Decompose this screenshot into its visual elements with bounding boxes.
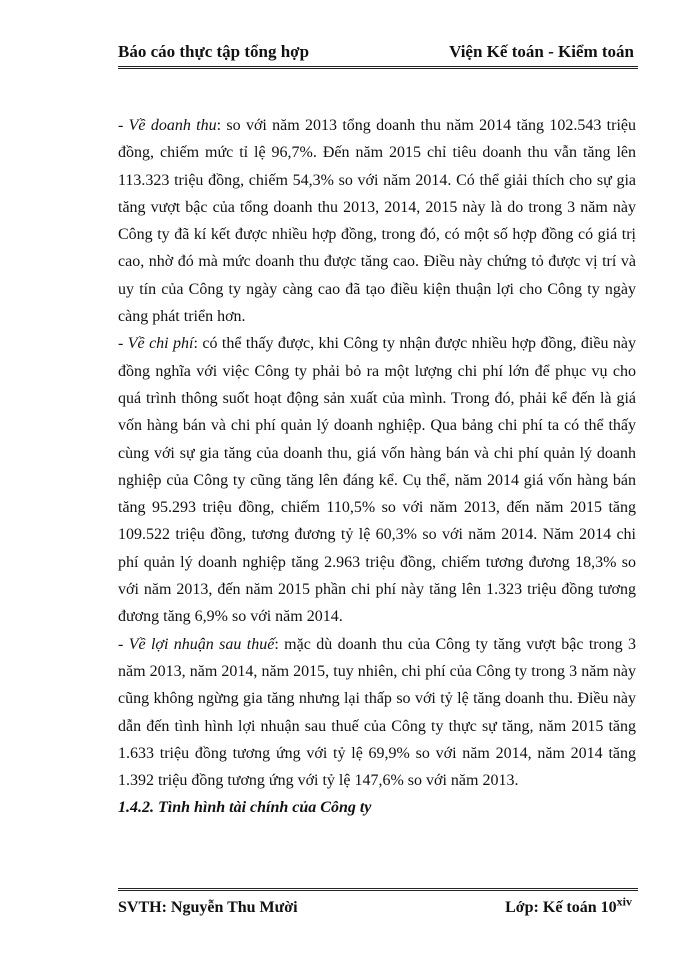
paragraph-label: Về doanh thu: [128, 117, 217, 134]
paragraph-revenue: - Về doanh thu: so với năm 2013 tổng doanh thu năm 2014 tăng 102.543 triệu đồng, chiếm mức tỉ lệ 96,7%. Đến năm 2015 chỉ tiêu doanh thu vẫn tăng lên 113.323 triệu đồng, chiếm 54,3% so với năm 2014. Có thể giải thích cho sự gia tăng vượt bậc của tổng doanh thu 2013, 2014, 2015 này là do trong 3 năm này Công ty đã kí kết được nhiều hợp đồng, trong đó, có một số hợp đồng có giá trị cao, nhờ đó mà mức doanh thu được tăng cao. Điều này chứng tỏ được vị trí và uy tín của Công ty ngày càng cao đã tạo điều kiện thuận lợi cho Công ty ngày càng phát triển hơn.: [118, 117, 637, 326]
paragraph-costs: - Về chi phí: có thể thấy được, khi Công ty nhận được nhiều hợp đồng, điều này đồng nghĩa với việc Công ty phải bỏ ra một lượng chi phí lớn để phục vụ cho quá trình thông suốt hoạt động sản xuất của mình. Trong đó, phải kể đến là giá vốn hàng bán và chi phí quản lý doanh nghiệp. Qua bảng chi phí ta có thể thấy cùng với sự gia tăng của doanh thu, giá vốn hàng bán và chi phí quản lý doanh nghiệp của Công ty cũng tăng lên đáng kể. Cụ thể, năm 2014 giá vốn hàng bán tăng 95.293 triệu đồng, chiếm 110,5% so với năm 2013, đến năm 2015 tăng 109.522 triệu đồng, tương đương tỷ lệ 60,3% so với năm 2014. Năm 2014 chi phí quản lý doanh nghiệp tăng 2.963 triệu đồng, chiếm tương đương 18,3% so với năm 2013, đến năm 2015 phần chi phí này tăng lên 1.323 triệu đồng tương đương tăng 6,9% so với năm 2014.: [118, 335, 636, 626]
paragraph-profit: - Về lợi nhuận sau thuế: mặc dù doanh thu của Công ty tăng vượt bậc trong 3 năm 2013, năm 2014, năm 2015, tuy nhiên, chi phí của Công ty trong 3 năm này cũng không ngừng gia tăng nhưng lại thấp so với tỷ lệ tăng doanh thu. Điều này dẫn đến tình hình lợi nhuận sau thuế của Công ty thực sự tăng, năm 2015 tăng 1.633 triệu đồng tương ứng với tỷ lệ 69,9% so với năm 2014, năm 2014 tăng 1.392 triệu đồng tương ứng với tỷ lệ 147,6% so với năm 2013.: [118, 635, 637, 790]
section-heading: 1.4.2. Tình hình tài chính của Công ty: [118, 799, 372, 817]
footer-student-name: SVTH: Nguyễn Thu Mười: [118, 899, 298, 916]
paragraph-label: Về chi phí: [127, 335, 194, 353]
header-report-title: Báo cáo thực tập tổng hợp: [118, 42, 310, 61]
footer-class: [505, 894, 632, 917]
page-header: [118, 40, 638, 69]
footer-class-label: Lớp: Kế toán 10: [505, 899, 617, 916]
paragraph-label: Về lợi nhuận sau thuế: [128, 635, 275, 653]
paragraph-text: : có thể thấy được, khi Công ty nhận được nhiều hợp đồng, điều này đồng nghĩa với việc Công ty phải bỏ ra một lượng chi phí lớn để phục vụ cho quá trình thông suốt hoạt động sản xuất của mình. Trong đó, phải kể đến là giá vốn hàng bán và chi phí quản lý doanh nghiệp. Qua bảng chi phí ta có thể thấy cùng với sự gia tăng của doanh thu, giá vốn hàng bán và chi phí quản lý doanh nghiệp của Công ty cũng tăng lên đáng kể. Cụ thể, năm 2014 giá vốn hàng bán tăng 95.293 triệu đồng, chiếm 110,5% so với năm 2013, đến năm 2015 tăng 109.522 triệu đồng, tương đương tỷ lệ 60,3% so với năm 2014. Năm 2014 chi phí quản lý doanh nghiệp tăng 2.963 triệu đồng, chiếm tương đương 18,3% so với năm 2013, đến năm 2015 phần chi phí này tăng lên 1.323 triệu đồng tương đương tăng 6,9% so với năm 2014.: [118, 335, 636, 626]
page-body: [118, 112, 636, 822]
page-footer: [118, 888, 638, 919]
header-institute: Viện Kế toán - Kiểm toán: [449, 42, 634, 61]
paragraph-text: : so với năm 2013 tổng doanh thu năm 2014 tăng 102.543 triệu đồng, chiếm mức tỉ lệ 96,7%. Đến năm 2015 chỉ tiêu doanh thu vẫn tăng lên 113.323 triệu đồng, chiếm 54,3% so với năm 2014. Có thể giải thích cho sự gia tăng vượt bậc của tổng doanh thu 2013, 2014, 2015 này là do trong 3 năm này Công ty đã kí kết được nhiều hợp đồng, trong đó, có một số hợp đồng có giá trị cao, nhờ đó mà mức doanh thu được tăng cao. Điều này chứng tỏ được vị trí và uy tín của Công ty ngày càng cao đã tạo điều kiện thuận lợi cho Công ty ngày càng phát triển hơn.: [118, 117, 637, 326]
page-number: xiv: [616, 894, 632, 909]
paragraph-text: : mặc dù doanh thu của Công ty tăng vượt bậc trong 3 năm 2013, năm 2014, năm 2015, tuy nhiên, chi phí của Công ty trong 3 năm này cũng không ngừng gia tăng nhưng lại thấp so với tỷ lệ tăng doanh thu. Điều này dẫn đến tình hình lợi nhuận sau thuế của Công ty thực sự tăng, năm 2015 tăng 1.633 triệu đồng tương ứng với tỷ lệ 69,9% so với năm 2014, năm 2014 tăng 1.392 triệu đồng tương ứng với tỷ lệ 147,6% so với năm 2013.: [118, 635, 637, 790]
